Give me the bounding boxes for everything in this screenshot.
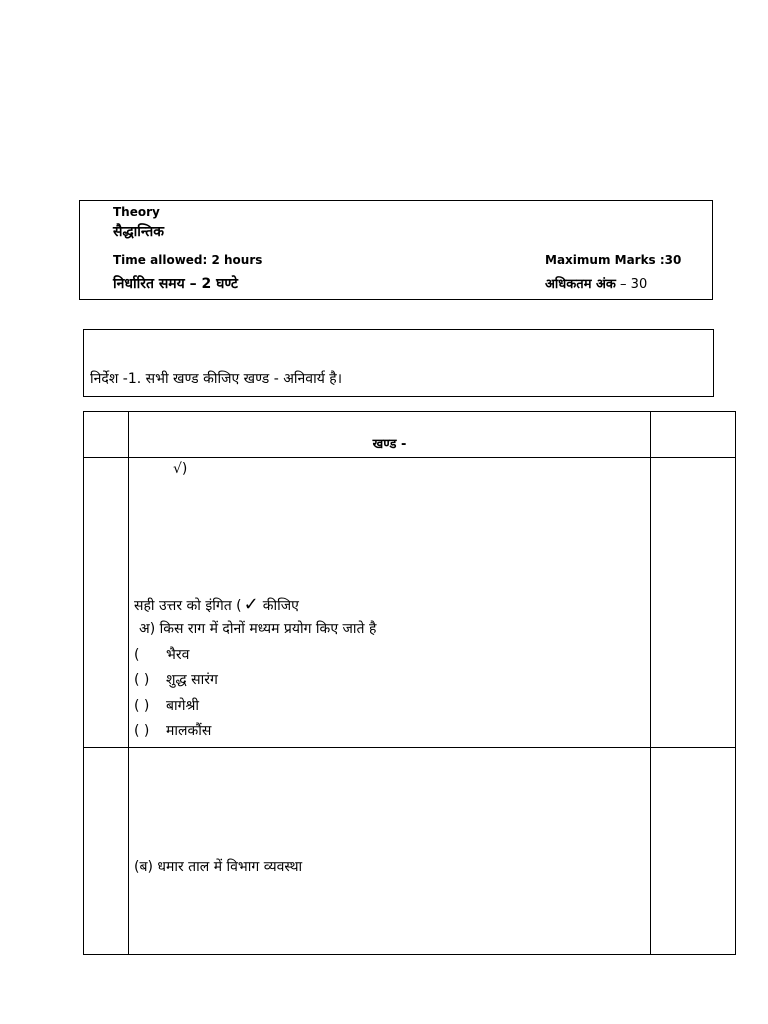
maximum-marks-hindi — [545, 278, 647, 291]
maximum-marks-hindi-label: अधिकतम अंक — [545, 277, 616, 292]
option-label: शुद्ध सारंग — [166, 672, 218, 688]
option-label: मालकौंस — [166, 723, 212, 739]
serial-cell — [84, 458, 129, 748]
serial-header-cell — [84, 412, 129, 458]
time-allowed-hindi: निर्धारित समय – 2 घण्टे — [113, 276, 238, 292]
option-item — [134, 648, 189, 662]
option-item — [134, 673, 218, 687]
option-checkbox: ( — [134, 647, 140, 663]
maximum-marks-english: Maximum Marks :30 — [545, 253, 682, 267]
prompt-before-text: सही उत्तर को इंगित ( — [134, 598, 242, 614]
stray-mark: √) — [173, 461, 188, 477]
marks-header-cell — [651, 412, 736, 458]
marks-cell — [651, 748, 736, 955]
select-correct-answer-prompt — [134, 596, 299, 614]
maximum-marks-hindi-value: – 30 — [620, 277, 648, 292]
question-b-text: (ब) धमार ताल में विभाग व्यवस्था — [134, 859, 303, 875]
question-b-cell — [129, 748, 651, 955]
marks-cell — [651, 458, 736, 748]
exam-header-box — [79, 200, 713, 300]
instructions-text: निर्देश -1. सभी खण्ड कीजिए खण्ड - अनिवार्य है। — [90, 371, 343, 387]
question-a-text: अ) किस राग में दोनों मध्यम प्रयोग किए जाते है — [139, 621, 377, 637]
question-a-cell — [129, 458, 651, 748]
option-item — [134, 724, 211, 738]
subject-english: Theory — [113, 205, 160, 219]
instructions-box — [83, 329, 714, 397]
section-heading: खण्ड - — [372, 437, 407, 452]
option-item — [134, 699, 199, 713]
question-table — [83, 411, 736, 955]
table-row — [84, 458, 736, 748]
option-checkbox: ( ) — [134, 723, 150, 739]
option-label: बागेश्री — [166, 698, 200, 714]
table-row — [84, 748, 736, 955]
option-checkbox: ( ) — [134, 672, 150, 688]
serial-cell — [84, 748, 129, 955]
option-label: भैरव — [166, 647, 190, 663]
checkmark-icon: ✓ — [243, 594, 259, 615]
table-header-row — [84, 412, 736, 458]
prompt-after-text: कीजिए — [262, 598, 299, 614]
option-checkbox: ( ) — [134, 698, 150, 714]
time-allowed-english: Time allowed: 2 hours — [113, 253, 263, 267]
subject-hindi: सैद्धान्तिक — [113, 224, 164, 240]
section-heading-cell — [129, 412, 651, 458]
